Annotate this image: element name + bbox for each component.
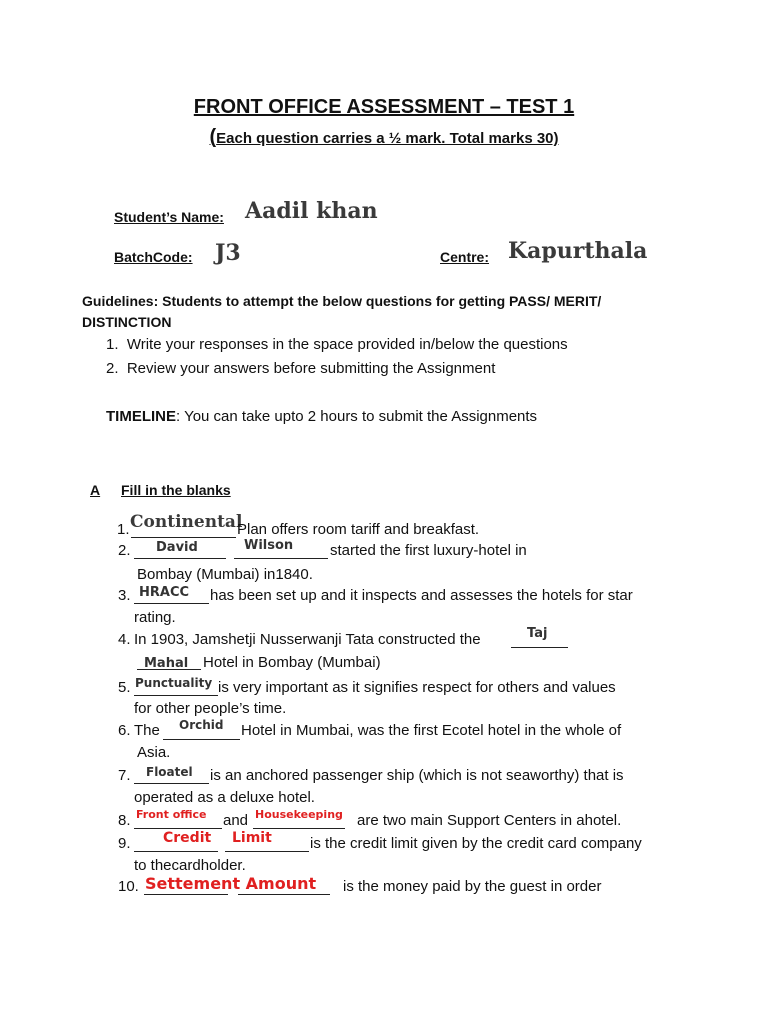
guidelines-line2: DISTINCTION xyxy=(82,314,172,330)
q4-text: In 1903, Jamshetji Nusserwanji Tata constructed the xyxy=(134,631,481,648)
q10-number: 10. xyxy=(118,878,139,895)
guideline-item: 1. Write your responses in the space provided in/below the questions xyxy=(106,336,568,353)
subtitle-text: Each question carries a ½ mark. Total marks 30) xyxy=(216,130,559,147)
q7-text: is an anchored passenger ship (which is not seaworthy) that is xyxy=(210,767,624,784)
student-name-label: Student’s Name: xyxy=(114,209,224,225)
q8-mid: and xyxy=(223,812,249,829)
q4-answer-2: Mahal xyxy=(144,656,189,671)
q3-number: 3. xyxy=(118,587,131,604)
batch-code-value: J3 xyxy=(215,240,241,266)
section-title: Fill in the blanks xyxy=(121,482,231,498)
q4-answer-1: Taj xyxy=(527,626,548,641)
q10-answer: Settement Amount xyxy=(145,874,317,893)
q7-continuation: operated as a deluxe hotel. xyxy=(134,789,315,806)
centre-value: Kapurthala xyxy=(508,238,648,264)
guidelines-line1: Guidelines: Students to attempt the below questions for getting PASS/ MERIT/ xyxy=(82,293,602,309)
q6-text: Hotel in Mumbai, was the first Ecotel hotel in the whole of xyxy=(241,722,622,739)
q10-text: is the money paid by the guest in order xyxy=(343,878,602,895)
q5-number: 5. xyxy=(118,679,131,696)
q1-answer: Continental xyxy=(130,512,243,532)
q9-answer-1: Credit xyxy=(163,830,212,846)
page-title: FRONT OFFICE ASSESSMENT – TEST 1 xyxy=(193,96,575,118)
q2-answer-2: Wilson xyxy=(244,538,294,553)
timeline-label: TIMELINE xyxy=(106,408,176,425)
q2-number: 2. xyxy=(118,542,131,559)
q9-text: is the credit limit given by the credit card company xyxy=(310,835,642,852)
q1-text: Plan offers room tariff and breakfast. xyxy=(237,521,480,538)
q8-text: are two main Support Centers in ahotel. xyxy=(357,812,622,829)
q9-number: 9. xyxy=(118,835,131,852)
q5-answer: Punctuality xyxy=(135,676,213,690)
q6-answer: Orchid xyxy=(179,718,224,732)
q8-answer-2: Housekeeping xyxy=(255,808,343,821)
q6-pre: The xyxy=(134,722,160,739)
q9-answer-2: Limit xyxy=(232,830,272,846)
q2-text: started the first luxury-hotel in xyxy=(330,542,527,559)
subtitle-paren: ( xyxy=(209,126,217,148)
q8-number: 8. xyxy=(118,812,131,829)
q3-continuation: rating. xyxy=(134,609,176,626)
q5-continuation: for other people’s time. xyxy=(134,700,287,717)
q5-text: is very important as it signifies respect for others and values xyxy=(218,679,616,696)
q8-answer-1: Front office xyxy=(136,808,207,821)
q3-text: has been set up and it inspects and assesses the hotels for star xyxy=(210,587,633,604)
section-letter: A xyxy=(90,482,101,498)
page-subtitle xyxy=(0,126,768,149)
q6-continuation: Asia. xyxy=(137,744,171,761)
q2-answer-1: David xyxy=(156,540,198,555)
student-name-value: Aadil khan xyxy=(245,198,378,224)
q3-answer: HRACC xyxy=(139,585,190,600)
timeline-desc: : You can take upto 2 hours to submit the Assignments xyxy=(176,408,538,425)
q2-continuation: Bombay (Mumbai) in1840. xyxy=(137,566,313,583)
q9-continuation: to thecardholder. xyxy=(134,857,246,874)
q6-number: 6. xyxy=(118,722,131,739)
timeline-text xyxy=(106,408,537,425)
guideline-item: 2. Review your answers before submitting the Assignment xyxy=(106,360,496,377)
q4-continuation: Hotel in Bombay (Mumbai) xyxy=(203,654,381,671)
q7-answer: Floatel xyxy=(146,765,193,779)
q1-number: 1. xyxy=(117,521,130,538)
batch-code-label: BatchCode: xyxy=(114,249,193,265)
q4-number: 4. xyxy=(118,631,131,648)
centre-label: Centre: xyxy=(440,249,490,265)
q7-number: 7. xyxy=(118,767,131,784)
